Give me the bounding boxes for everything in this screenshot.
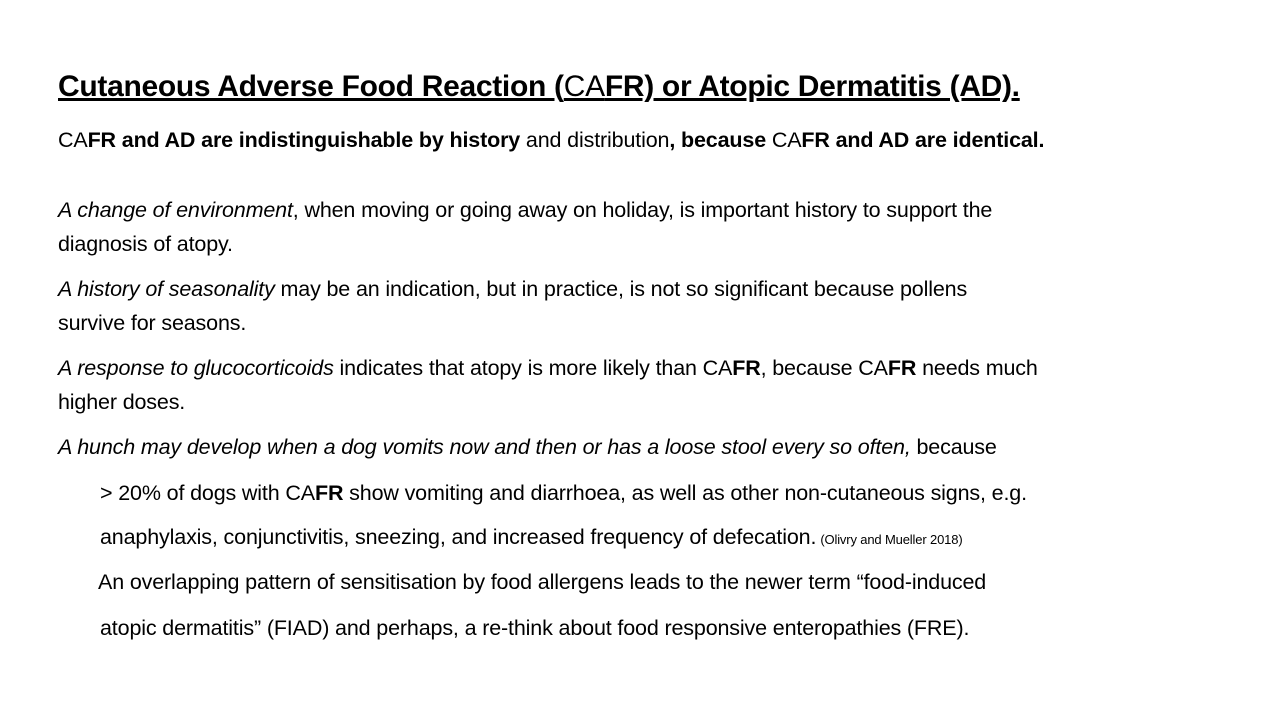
intro-s5: CA [771,128,802,152]
p3-rest2: , because CA [760,356,888,380]
title-part-3: FR) or Atopic Dermatitis (AD). [604,70,1020,103]
intro-s3: and distribution [520,128,670,152]
sub1-line2 [100,525,963,550]
intro-s1: CA [58,128,88,152]
p1-line2: diagnosis of atopy. [58,232,233,256]
intro-s6: FR and AD are identical. [801,128,1045,152]
sub1-line1 [100,481,1027,506]
sub1-bold: FR [314,481,344,505]
p3-bold1: FR [732,356,761,380]
p3-bold2: FR [887,356,917,380]
intro-line [58,128,1044,153]
sub1-a: > 20% of dogs with CA [100,481,315,505]
p1-rest: , when moving or going away on holiday, is important history to support the [292,198,993,222]
citation: (Olivry and Mueller 2018) [820,532,963,547]
p2-italic: A history of seasonality [58,277,275,301]
p1-italic: A change of environment [58,198,293,222]
p4-rest: because [910,435,997,459]
intro-s4: , because [669,128,772,152]
p2-line2: survive for seasons. [58,311,247,335]
title-part-2: CA [563,70,605,103]
title-part-1: Cutaneous Adverse Food Reaction ( [58,70,564,103]
p3-italic: A response to glucocorticoids [58,356,334,380]
p3-line1 [58,356,1038,381]
p2-line1 [58,277,967,302]
intro-s2: FR and AD are indistinguishable by history [87,128,521,152]
p3-rest1: indicates that atopy is more likely than CA [333,356,733,380]
p4-line1 [58,435,997,460]
p3-rest3: needs much [916,356,1038,380]
p2-rest: may be an indication, but in practice, is not so significant because pollens [274,277,968,301]
slide-title [58,70,1020,104]
sub2-line2: atopic dermatitis” (FIAD) and perhaps, a re-think about food responsive enteropathies (FRE). [100,616,970,640]
sub1-b: show vomiting and diarrhoea, as well as other non-cutaneous signs, e.g. [343,481,1027,505]
p1-line1 [58,198,992,223]
sub2-line1: An overlapping pattern of sensitisation by food allergens leads to the newer term “food-induced [98,570,987,594]
p4-italic: A hunch may develop when a dog vomits now and then or has a loose stool every so often, [58,435,911,459]
p3-line2: higher doses. [58,390,186,414]
sub1-line2-text: anaphylaxis, conjunctivitis, sneezing, and increased frequency of defecation. [100,525,817,549]
